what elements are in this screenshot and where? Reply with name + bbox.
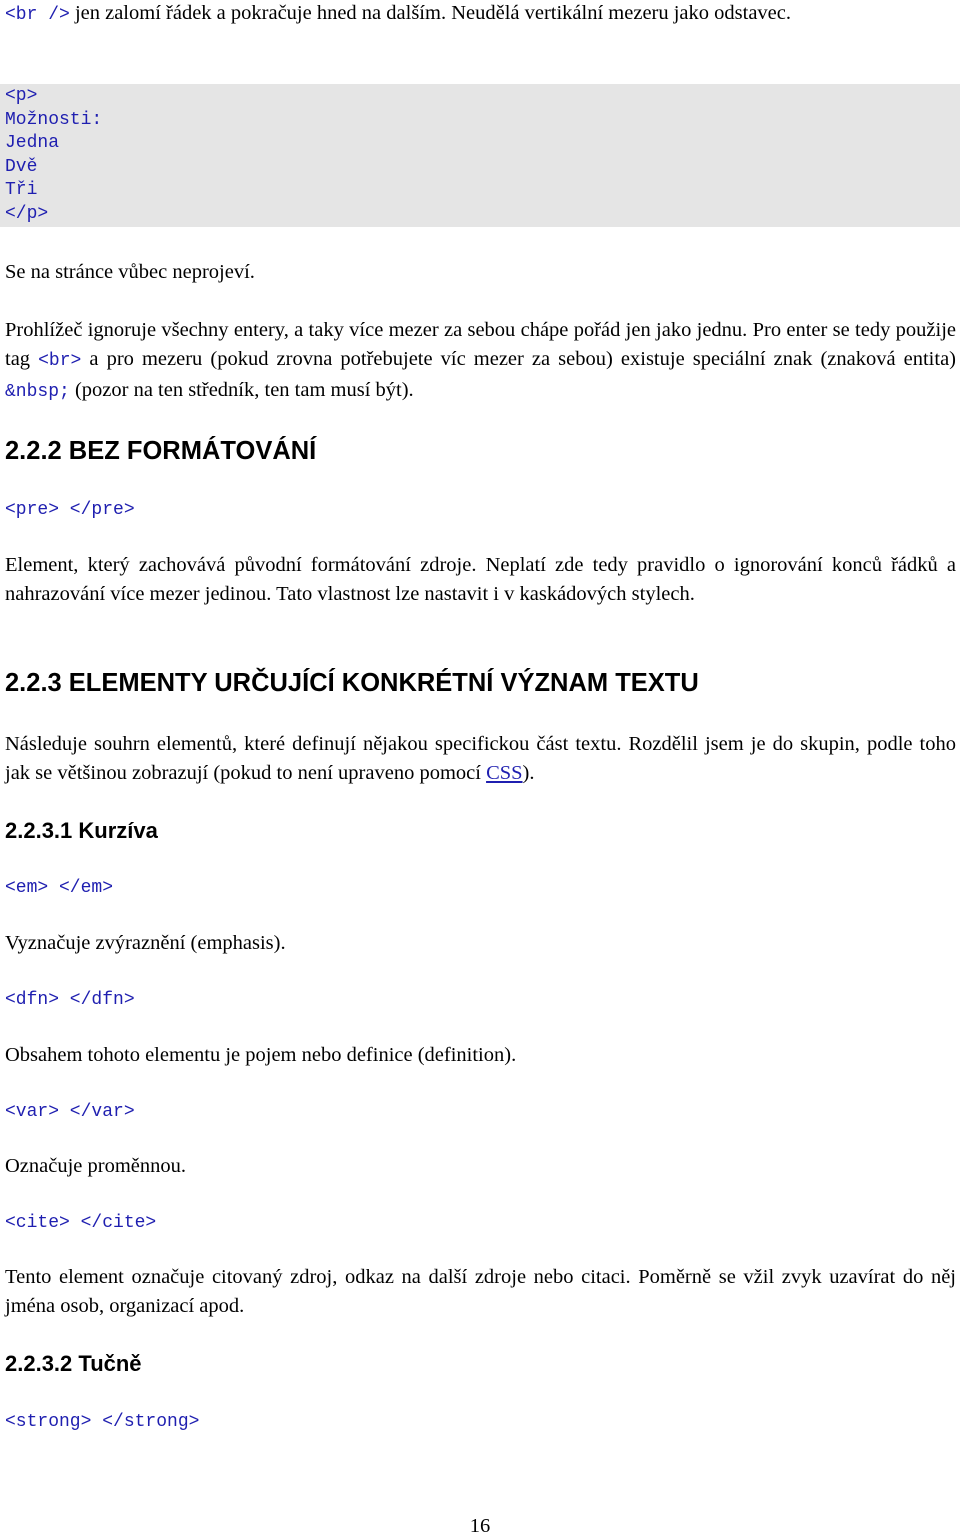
pre-code-block (0, 84, 960, 227)
var-description: Označuje proměnnou. (5, 1155, 187, 1177)
intro-paragraph (5, 0, 956, 30)
br-code: <br /> (5, 5, 70, 25)
browser-paragraph: Prohlížeč ignoruje všechny entery, a taky více mezer za sebou chápe pořád jen jako jednu. Pro enter se tedy použije tag <br> a pro mezeru (pokud zrovna potřebujete víc mezer za sebou) existuje speciální znak (znaková entita) &nbsp; (pozor na ten středník, ten tam musí být). (5, 319, 957, 402)
pre-line: Jedna (5, 133, 60, 154)
page-number: 16 (469, 1515, 491, 1537)
em-description: Vyznačuje zvýraznění (emphasis). (5, 932, 286, 954)
br-tag-code: <br> (38, 351, 82, 371)
nbsp-entity-code: &nbsp; (5, 382, 70, 402)
strong-tag-code: <strong> </strong> (5, 1412, 200, 1432)
section-heading-2232: 2.2.3.2 Tučně (5, 1351, 142, 1376)
dfn-description: Obsahem tohoto elementu je pojem nebo definice (definition). (5, 1044, 517, 1066)
not-shown-paragraph: Se na stránce vůbec neprojeví. (5, 261, 255, 283)
dfn-tag-code: <dfn> </dfn> (5, 990, 135, 1010)
pre-line: Tři (5, 180, 38, 201)
pre-tag-code: <pre> </pre> (5, 500, 135, 520)
section-heading-223: 2.2.3 ELEMENTY URČUJÍCÍ KONKRÉTNÍ VÝZNAM TEXTU (5, 669, 699, 697)
pre-line: Možnosti: (5, 109, 103, 130)
cite-description: Tento element označuje citovaný zdroj, odkaz na další zdroje nebo citaci. Poměrně se vžil zvyk uzavírat do něj jména osob, organizací apod. (5, 1266, 956, 1317)
pre-line: </p> (5, 203, 49, 224)
cite-tag-code: <cite> </cite> (5, 1213, 157, 1233)
intro-text: jen zalomí řádek a pokračuje hned na dalším. Neudělá vertikální mezeru jako odstavec. (69, 2, 792, 24)
pre-description: Element, který zachovává původní formátování zdroje. Neplatí zde tedy pravidlo o ignorování konců řádků a nahrazování více mezer jedinou. Tato vlastnost lze nastavit i v kaskádových stylech. (5, 554, 956, 605)
css-link[interactable]: CSS (486, 762, 523, 784)
section-heading-222: 2.2.2 BEZ FORMÁTOVÁNÍ (5, 437, 317, 465)
section-heading-2231: 2.2.3.1 Kurzíva (5, 818, 158, 843)
var-tag-code: <var> </var> (5, 1102, 135, 1122)
section-223-paragraph: Následuje souhrn elementů, které definují nějakou specifickou část textu. Rozdělil jsem je do skupin, podle toho jak se většinou zobrazují (pokud to není upraveno pomocí CSS). (5, 733, 956, 784)
pre-line: <p> (5, 86, 38, 106)
pre-line: Dvě (5, 156, 38, 177)
em-tag-code: <em> </em> (5, 878, 114, 898)
